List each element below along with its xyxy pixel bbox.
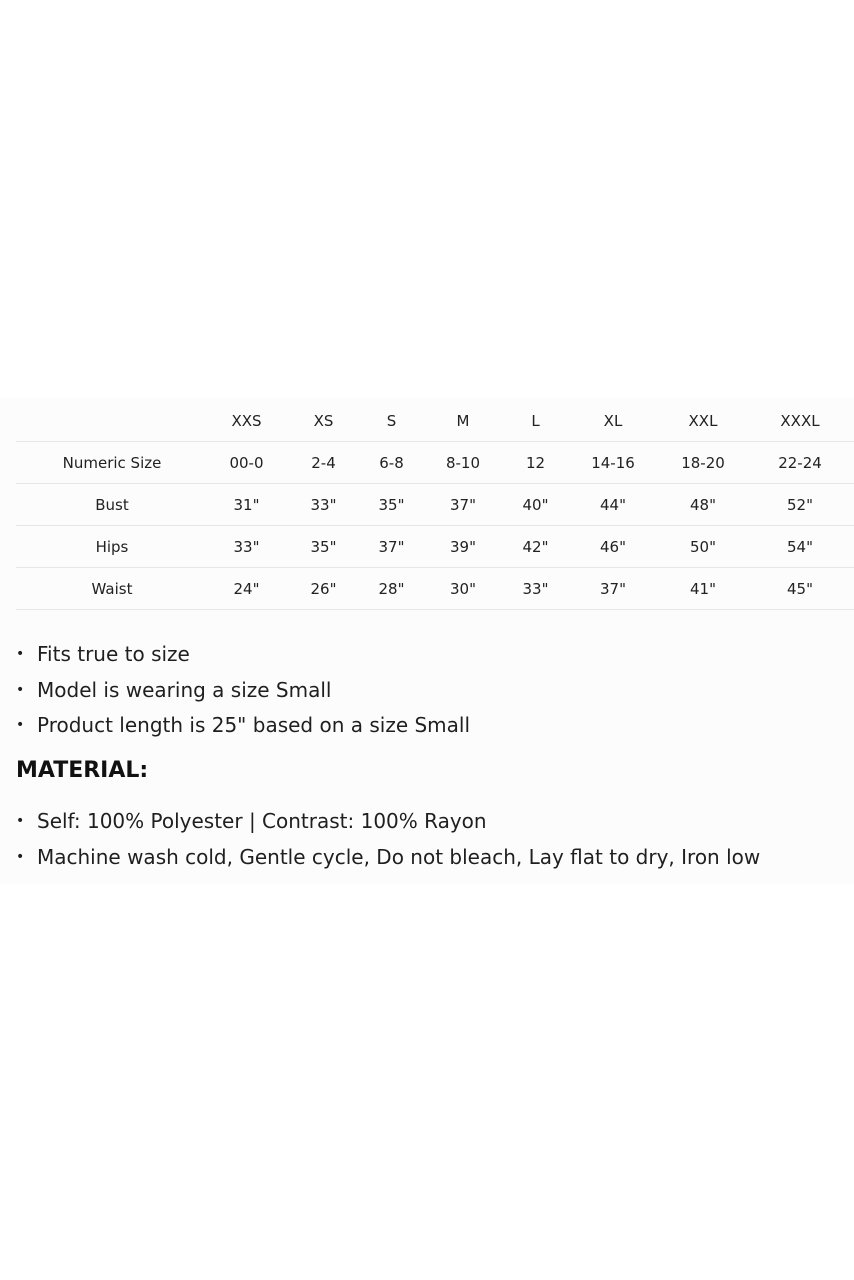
table-row xyxy=(16,442,854,484)
table-cell: 45" xyxy=(746,568,854,610)
table-cell: 8-10 xyxy=(421,442,505,484)
table-cell: 18-20 xyxy=(660,442,746,484)
table-cell: 37" xyxy=(421,484,505,526)
row-label: Hips xyxy=(16,526,208,568)
table-cell: 24" xyxy=(208,568,285,610)
table-cell: 2-4 xyxy=(285,442,362,484)
list-item: • Product length is 25" based on a size Small xyxy=(16,708,470,744)
size-header-s: S xyxy=(362,400,421,442)
row-label: Bust xyxy=(16,484,208,526)
size-chart-table xyxy=(16,400,854,610)
size-header-l: L xyxy=(505,400,566,442)
table-cell: 33" xyxy=(505,568,566,610)
size-chart-corner xyxy=(16,400,208,442)
table-cell: 14-16 xyxy=(566,442,660,484)
table-cell: 44" xyxy=(566,484,660,526)
table-cell: 33" xyxy=(285,484,362,526)
table-cell: 39" xyxy=(421,526,505,568)
list-item: • Model is wearing a size Small xyxy=(16,673,470,709)
size-header-xxxl: XXXL xyxy=(746,400,854,442)
table-cell: 26" xyxy=(285,568,362,610)
table-row xyxy=(16,526,854,568)
table-row xyxy=(16,568,854,610)
table-cell: 37" xyxy=(566,568,660,610)
table-cell: 52" xyxy=(746,484,854,526)
table-cell: 42" xyxy=(505,526,566,568)
fit-notes-list xyxy=(16,637,470,744)
row-label: Waist xyxy=(16,568,208,610)
table-cell: 6-8 xyxy=(362,442,421,484)
list-item: • Machine wash cold, Gentle cycle, Do not bleach, Lay flat to dry, Iron low xyxy=(16,840,760,876)
size-header-xxs: XXS xyxy=(208,400,285,442)
table-cell: 46" xyxy=(566,526,660,568)
table-cell: 33" xyxy=(208,526,285,568)
table-cell: 41" xyxy=(660,568,746,610)
table-cell: 48" xyxy=(660,484,746,526)
table-row xyxy=(16,484,854,526)
table-cell: 37" xyxy=(362,526,421,568)
list-item: • Self: 100% Polyester | Contrast: 100% Rayon xyxy=(16,804,760,840)
table-cell: 31" xyxy=(208,484,285,526)
table-cell: 35" xyxy=(285,526,362,568)
table-cell: 12 xyxy=(505,442,566,484)
table-cell: 30" xyxy=(421,568,505,610)
material-list xyxy=(16,804,760,875)
table-cell: 00-0 xyxy=(208,442,285,484)
size-header-xxl: XXL xyxy=(660,400,746,442)
table-cell: 50" xyxy=(660,526,746,568)
size-header-xs: XS xyxy=(285,400,362,442)
size-header-xl: XL xyxy=(566,400,660,442)
material-heading: MATERIAL: xyxy=(16,758,149,783)
list-item: • Fits true to size xyxy=(16,637,470,673)
table-cell: 28" xyxy=(362,568,421,610)
table-cell: 35" xyxy=(362,484,421,526)
size-header-m: M xyxy=(421,400,505,442)
size-chart-header-row xyxy=(16,400,854,442)
table-cell: 40" xyxy=(505,484,566,526)
row-label: Numeric Size xyxy=(16,442,208,484)
table-cell: 54" xyxy=(746,526,854,568)
table-cell: 22-24 xyxy=(746,442,854,484)
